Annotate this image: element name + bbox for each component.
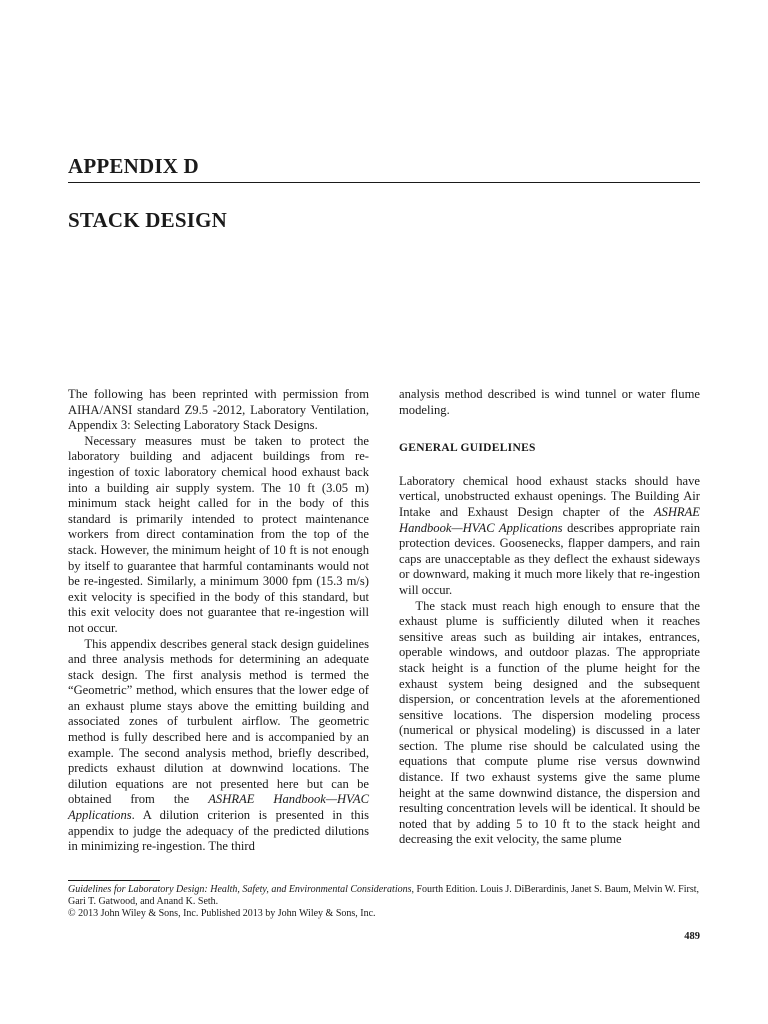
footnote-citation <box>68 884 708 908</box>
intro-paragraph: The following has been reprinted with permission from AIHA/ANSI standard Z9.5 -2012, Laboratory Ventilation, Appendix 3: Selecting Laboratory Stack Designs. <box>68 387 369 433</box>
book-title: Guidelines for Laboratory Design: Health, Safety, and Environmental Considerations <box>68 884 412 895</box>
body-paragraph: analysis method described is wind tunnel or water flume modeling. <box>399 387 700 417</box>
body-paragraph: Necessary measures must be taken to protect the laboratory building and adjacent buildings from re-ingestion of toxic laboratory chemical hood exhaust back into a building air supply system. The 10 ft (3.05 m) minimum stack height called for in the body of this standard is primarily intended to protect maintenance workers from direct contamination from the top of the stack. However, the minimum height of 10 ft is not enough by itself to guarantee that harmful contaminants would not be re-ingested. Similarly, a minimum 3000 fpm (15.3 m/s) exit velocity is specified in the body of this standard, but this exit velocity does not guarantee that re-ingestion will not occur. <box>68 433 369 635</box>
footnote <box>68 884 708 921</box>
handbook-reference: ASHRAE Handbook—HVAC Applications <box>68 792 370 823</box>
copyright-notice: © 2013 John Wiley & Sons, Inc. Published 2013 by John Wiley & Sons, Inc. <box>68 908 376 920</box>
citation-text: , Fourth Edition. Louis J. DiBerardinis, Janet S. Baum, Melvin W. First, Gari T. Gatwood, and Anand K. Seth. <box>68 884 699 908</box>
body-paragraph <box>399 474 700 599</box>
body-paragraph <box>68 637 369 855</box>
paragraph-text: describes appropriate rain protection devices. Goosenecks, flapper dampers, and rain caps are unacceptable as they deflect the exhaust sideways or downward, making it much more likely that re-ingestion will occur. <box>399 520 700 597</box>
footnote-divider <box>68 880 160 881</box>
title-divider <box>68 182 700 183</box>
paragraph-text: Laboratory chemical hood exhaust stacks should have vertical, unobstructed exhaust openings. The Building Air Intake and Exhaust Design chapter of the <box>399 473 700 519</box>
section-heading: GENERAL GUIDELINES <box>399 442 536 455</box>
right-text-column <box>399 387 700 848</box>
paragraph-text: . A dilution criterion is presented in this appendix to judge the adequacy of the predicted dilutions in minimizing re-ingestion. The third <box>68 808 369 854</box>
left-text-column <box>68 387 369 855</box>
page-number: 489 <box>684 931 700 942</box>
handbook-reference: ASHRAE Handbook—HVAC Applications <box>399 504 700 535</box>
chapter-title: STACK DESIGN <box>68 208 227 232</box>
paragraph-text: This appendix describes general stack design guidelines and three analysis methods for determining an adequate stack design. The first analysis method is termed the “Geometric” method, which ensures that the lower edge of an exhaust plume stays above the emitting building and associated zones of turbulent airflow. The geometric method is fully described here and is accompanied by an example. The second analysis method, briefly described, predicts exhaust dilution at downwind locations. The dilution equations are not presented here but can be obtained from the <box>68 636 369 807</box>
appendix-label: APPENDIX D <box>68 154 199 178</box>
body-paragraph: The stack must reach high enough to ensure that the exhaust plume is sufficiently diluted when it reaches sensitive areas such as building air intakes, entrances, operable windows, and outdoor plazas. The appropriate stack height is a function of the plume height for the exhaust system being designed and the subsequent dispersion, or concentration levels at the aforementioned sensitive locations. The dispersion modeling process (numerical or physical modeling) is discussed in a later section. The plume rise should be calculated using the equations that compute plume rise versus downwind distance. If two exhaust systems give the same plume height at the same downwind distance, the dispersion and resulting concentration levels will be identical. It should be noted that by adding 5 to 10 ft to the stack height and decreasing the exit velocity, the same plume <box>399 598 700 847</box>
